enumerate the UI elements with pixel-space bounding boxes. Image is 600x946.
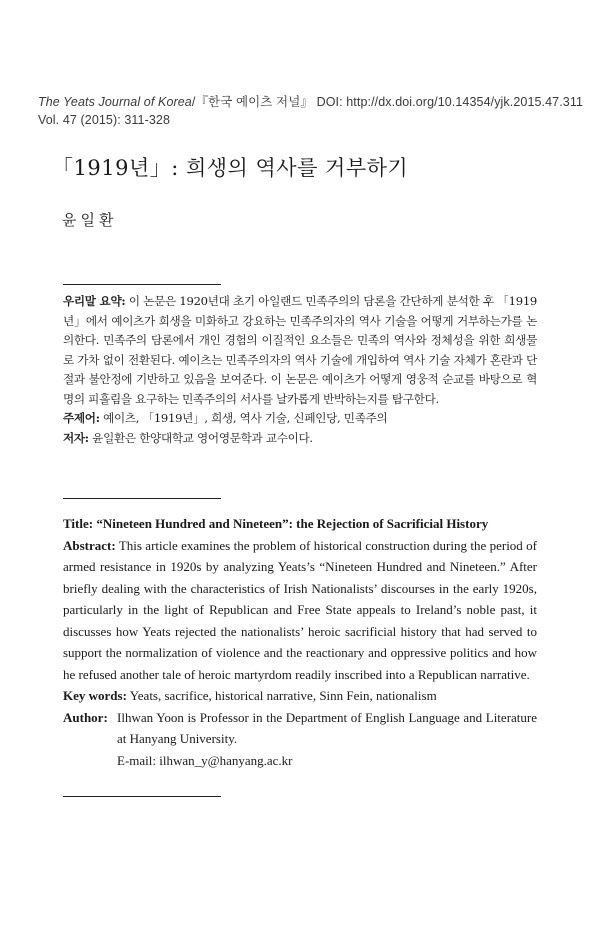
journal-citation-line bbox=[38, 93, 583, 111]
author-name-korean: 윤일환 bbox=[62, 211, 118, 229]
doi-link[interactable]: DOI: http://dx.doi.org/10.14354/yjk.2015.47.311 bbox=[313, 95, 584, 109]
korean-keywords bbox=[63, 409, 537, 429]
divider-rule bbox=[63, 796, 221, 797]
english-abstract-section bbox=[63, 513, 537, 771]
english-keywords bbox=[63, 685, 537, 707]
korean-author bbox=[63, 429, 537, 449]
journal-korean-name: /『한국 예이츠 저널』 bbox=[191, 95, 314, 109]
english-keywords-text: Yeats, sacrifice, historical narrative, Sinn Fein, nationalism bbox=[126, 688, 437, 703]
korean-keywords-text: 예이츠, 「1919년」, 희생, 역사 기술, 신페인당, 민족주의 bbox=[99, 411, 388, 425]
korean-keywords-label: 주제어: bbox=[63, 411, 100, 425]
english-abstract-label: Abstract: bbox=[63, 537, 116, 553]
english-title: Title: “Nineteen Hundred and Nineteen”: the Rejection of Sacrificial History bbox=[63, 516, 489, 531]
english-abstract-text: This article examines the problem of historical construction during the period of armed resistance in 1920s by analyzing Yeats’s “Nineteen Hundred and Nineteen.” After briefly dealing with the characteristics of Irish Nationalists’ discourses in the early 1920s, particularly in the light of Republican and Free State appeals to Ireland’s noble past, it discusses how Yeats rejected the nationalists’ heroic sacrificial history that had served to support the normalization of violence and the reactionary and oppressive politics and how he refused another tale of heroic martyrdom readily inscribed into a Republican narrative. bbox=[63, 537, 537, 682]
article-title-korean: 「1919년」: 희생의 역사를 거부하기 bbox=[52, 156, 409, 180]
korean-abstract-section bbox=[63, 292, 537, 448]
korean-author-label: 저자: bbox=[63, 430, 89, 445]
divider-rule bbox=[63, 498, 221, 499]
english-author-text: Ilhwan Yoon is Professor in the Department of English Language and Literature at Hanyang University. bbox=[117, 709, 537, 746]
author-email[interactable]: E-mail: ilhwan_y@hanyang.ac.kr bbox=[117, 752, 293, 768]
english-keywords-label: Key words: bbox=[63, 688, 127, 703]
english-author-value bbox=[117, 707, 537, 772]
korean-abstract-label: 우리말 요약: bbox=[63, 294, 126, 308]
korean-abstract-text: 이 논문은 1920년대 초기 아일랜드 민족주의의 담론을 간단하게 분석한 후 「1919년」에서 예이츠가 희생을 미화하고 강요하는 민족주의자의 역사 기술을 어떻게 거부하는가를 논의한다. 민족주의 담론에서 개인 경험의 이질적인 요소들은 민족의 역사와 정체성을 위한 희생물로 가차 없이 전환된다. 예이츠는 민족주의자의 역사 기술에 개입하여 역사 기술 자체가 혼란과 단절과 불안정에 기반하고 있음을 보여준다. 이 논문은 예이츠가 어떻게 영웅적 순교를 바탕으로 혁명의 피흘림을 요구하는 민족주의의 서사를 날카롭게 반박하는지를 탐구한다. bbox=[63, 294, 537, 406]
journal-header bbox=[38, 93, 583, 129]
korean-abstract bbox=[63, 292, 537, 409]
korean-author-text: 윤일환은 한양대학교 영어영문학과 교수이다. bbox=[88, 430, 313, 445]
english-abstract bbox=[63, 535, 537, 686]
journal-name: The Yeats Journal of Korea bbox=[38, 95, 192, 109]
divider-rule bbox=[63, 284, 221, 285]
english-author bbox=[63, 707, 537, 772]
volume-line: Vol. 47 (2015): 311-328 bbox=[38, 113, 171, 127]
english-author-label: Author: bbox=[63, 709, 108, 725]
